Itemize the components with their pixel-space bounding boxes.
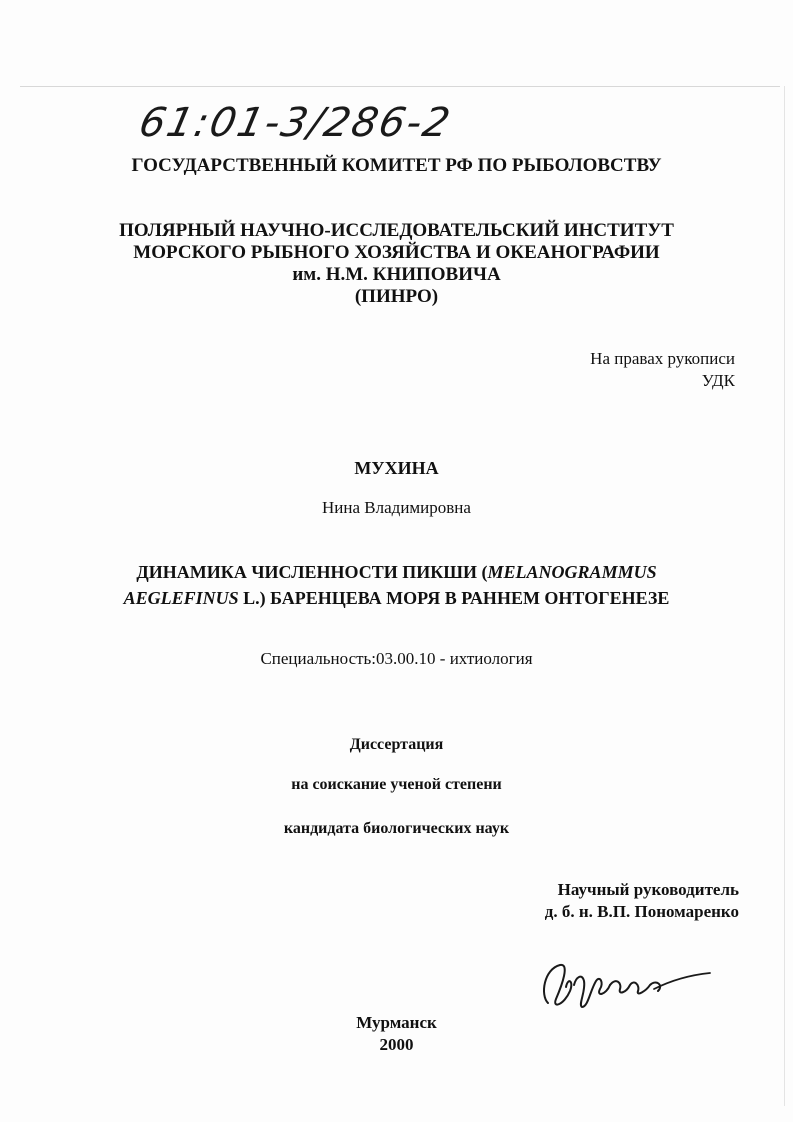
dissertation-title-line-1 [0,559,793,585]
title-latin-1: MELANOGRAMMUS [487,562,657,582]
institute-abbr: (ПИНРО) [354,286,439,307]
institute-line-1: ПОЛЯРНЫЙ НАУЧНО-ИССЛЕДОВАТЕЛЬСКИЙ ИНСТИТУТ [119,220,674,241]
udk-label: УДК [701,371,735,390]
dissertation-title-line-2 [0,585,793,611]
title-text-1: ДИНАМИКА ЧИСЛЕННОСТИ ПИКШИ ( [136,562,488,582]
specialty: Специальность:03.00.10 - ихтиология [260,649,533,668]
author-surname: МУХИНА [354,458,439,478]
city: Мурманск [356,1013,437,1032]
title-text-2: L.) БАРЕНЦЕВА МОРЯ В РАННЕМ ОНТОГЕНЕЗЕ [238,588,670,608]
institute-line-2: МОРСКОГО РЫБНОГО ХОЗЯЙСТВА И ОКЕАНОГРАФИИ [133,242,660,263]
supervisor-label: Научный руководитель [557,880,739,899]
ministry-heading: ГОСУДАРСТВЕННЫЙ КОМИТЕТ РФ ПО РЫБОЛОВСТВУ [131,155,662,176]
title-latin-2: AEGLEFINUS [123,588,239,608]
scan-edge-top [20,86,780,87]
year: 2000 [379,1035,414,1054]
manuscript-rights: На правах рукописи [590,349,735,368]
degree-line-3: кандидата биологических наук [283,820,510,837]
degree-line-1: Диссертация [349,736,444,753]
archive-number-handwritten: 61:01-3/286-2 [135,100,456,146]
author-given-names: Нина Владимировна [322,498,471,517]
institute-line-3: им. Н.М. КНИПОВИЧА [292,264,501,285]
supervisor-name: д. б. н. В.П. Пономаренко [544,902,739,921]
author-signature [530,955,720,1015]
degree-line-2: на соискание ученой степени [291,776,502,793]
